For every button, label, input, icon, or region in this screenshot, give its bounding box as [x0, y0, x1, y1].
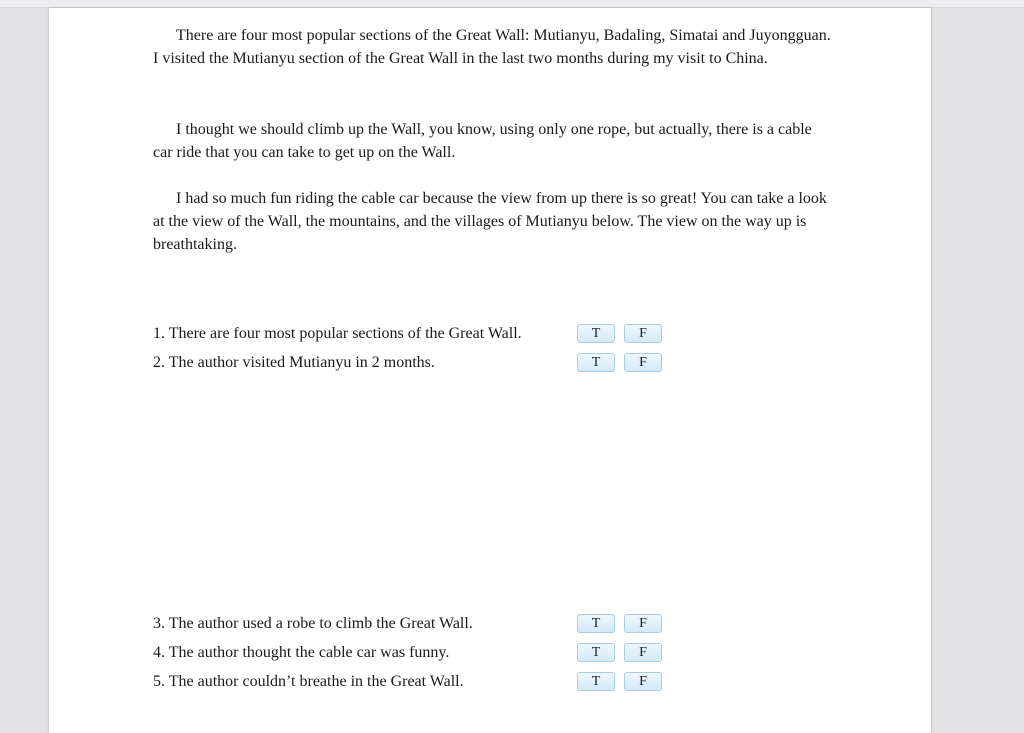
question-row-1	[153, 322, 673, 346]
passage-paragraph-3: I had so much fun riding the cable car because the view from up there is so great! You can take a look at the view of the Wall, the mountains, and the villages of Mutianyu below. The view on the way up is breathtaking.	[153, 190, 827, 253]
question-text: 2. The author visited Mutianyu in 2 months.	[153, 354, 435, 371]
passage-paragraph-2: I thought we should climb up the Wall, you know, using only one rope, but actually, there is a cable car ride that you can take to get up on the Wall.	[153, 121, 812, 161]
passage-paragraph-1: There are four most popular sections of the Great Wall: Mutianyu, Badaling, Simatai and Juyongguan. I visited the Mutianyu section of the Great Wall in the last two months during my visit to China.	[153, 27, 831, 67]
false-button[interactable]: F	[624, 324, 662, 343]
question-text: 5. The author couldn’t breathe in the Great Wall.	[153, 673, 464, 690]
document-page	[49, 8, 931, 733]
true-button[interactable]: T	[577, 324, 615, 343]
question-text: 3. The author used a robe to climb the Great Wall.	[153, 615, 473, 632]
false-button[interactable]: F	[624, 643, 662, 662]
question-row-5	[153, 670, 673, 694]
question-text: 4. The author thought the cable car was funny.	[153, 644, 450, 661]
false-button[interactable]: F	[624, 614, 662, 633]
true-button[interactable]: T	[577, 672, 615, 691]
true-button[interactable]: T	[577, 614, 615, 633]
question-row-2	[153, 351, 673, 375]
viewer-top-edge	[0, 0, 1024, 8]
question-text: 1. There are four most popular sections of the Great Wall.	[153, 325, 522, 342]
true-button[interactable]: T	[577, 353, 615, 372]
question-row-4	[153, 641, 673, 665]
question-row-3	[153, 612, 673, 636]
false-button[interactable]: F	[624, 672, 662, 691]
false-button[interactable]: F	[624, 353, 662, 372]
true-button[interactable]: T	[577, 643, 615, 662]
